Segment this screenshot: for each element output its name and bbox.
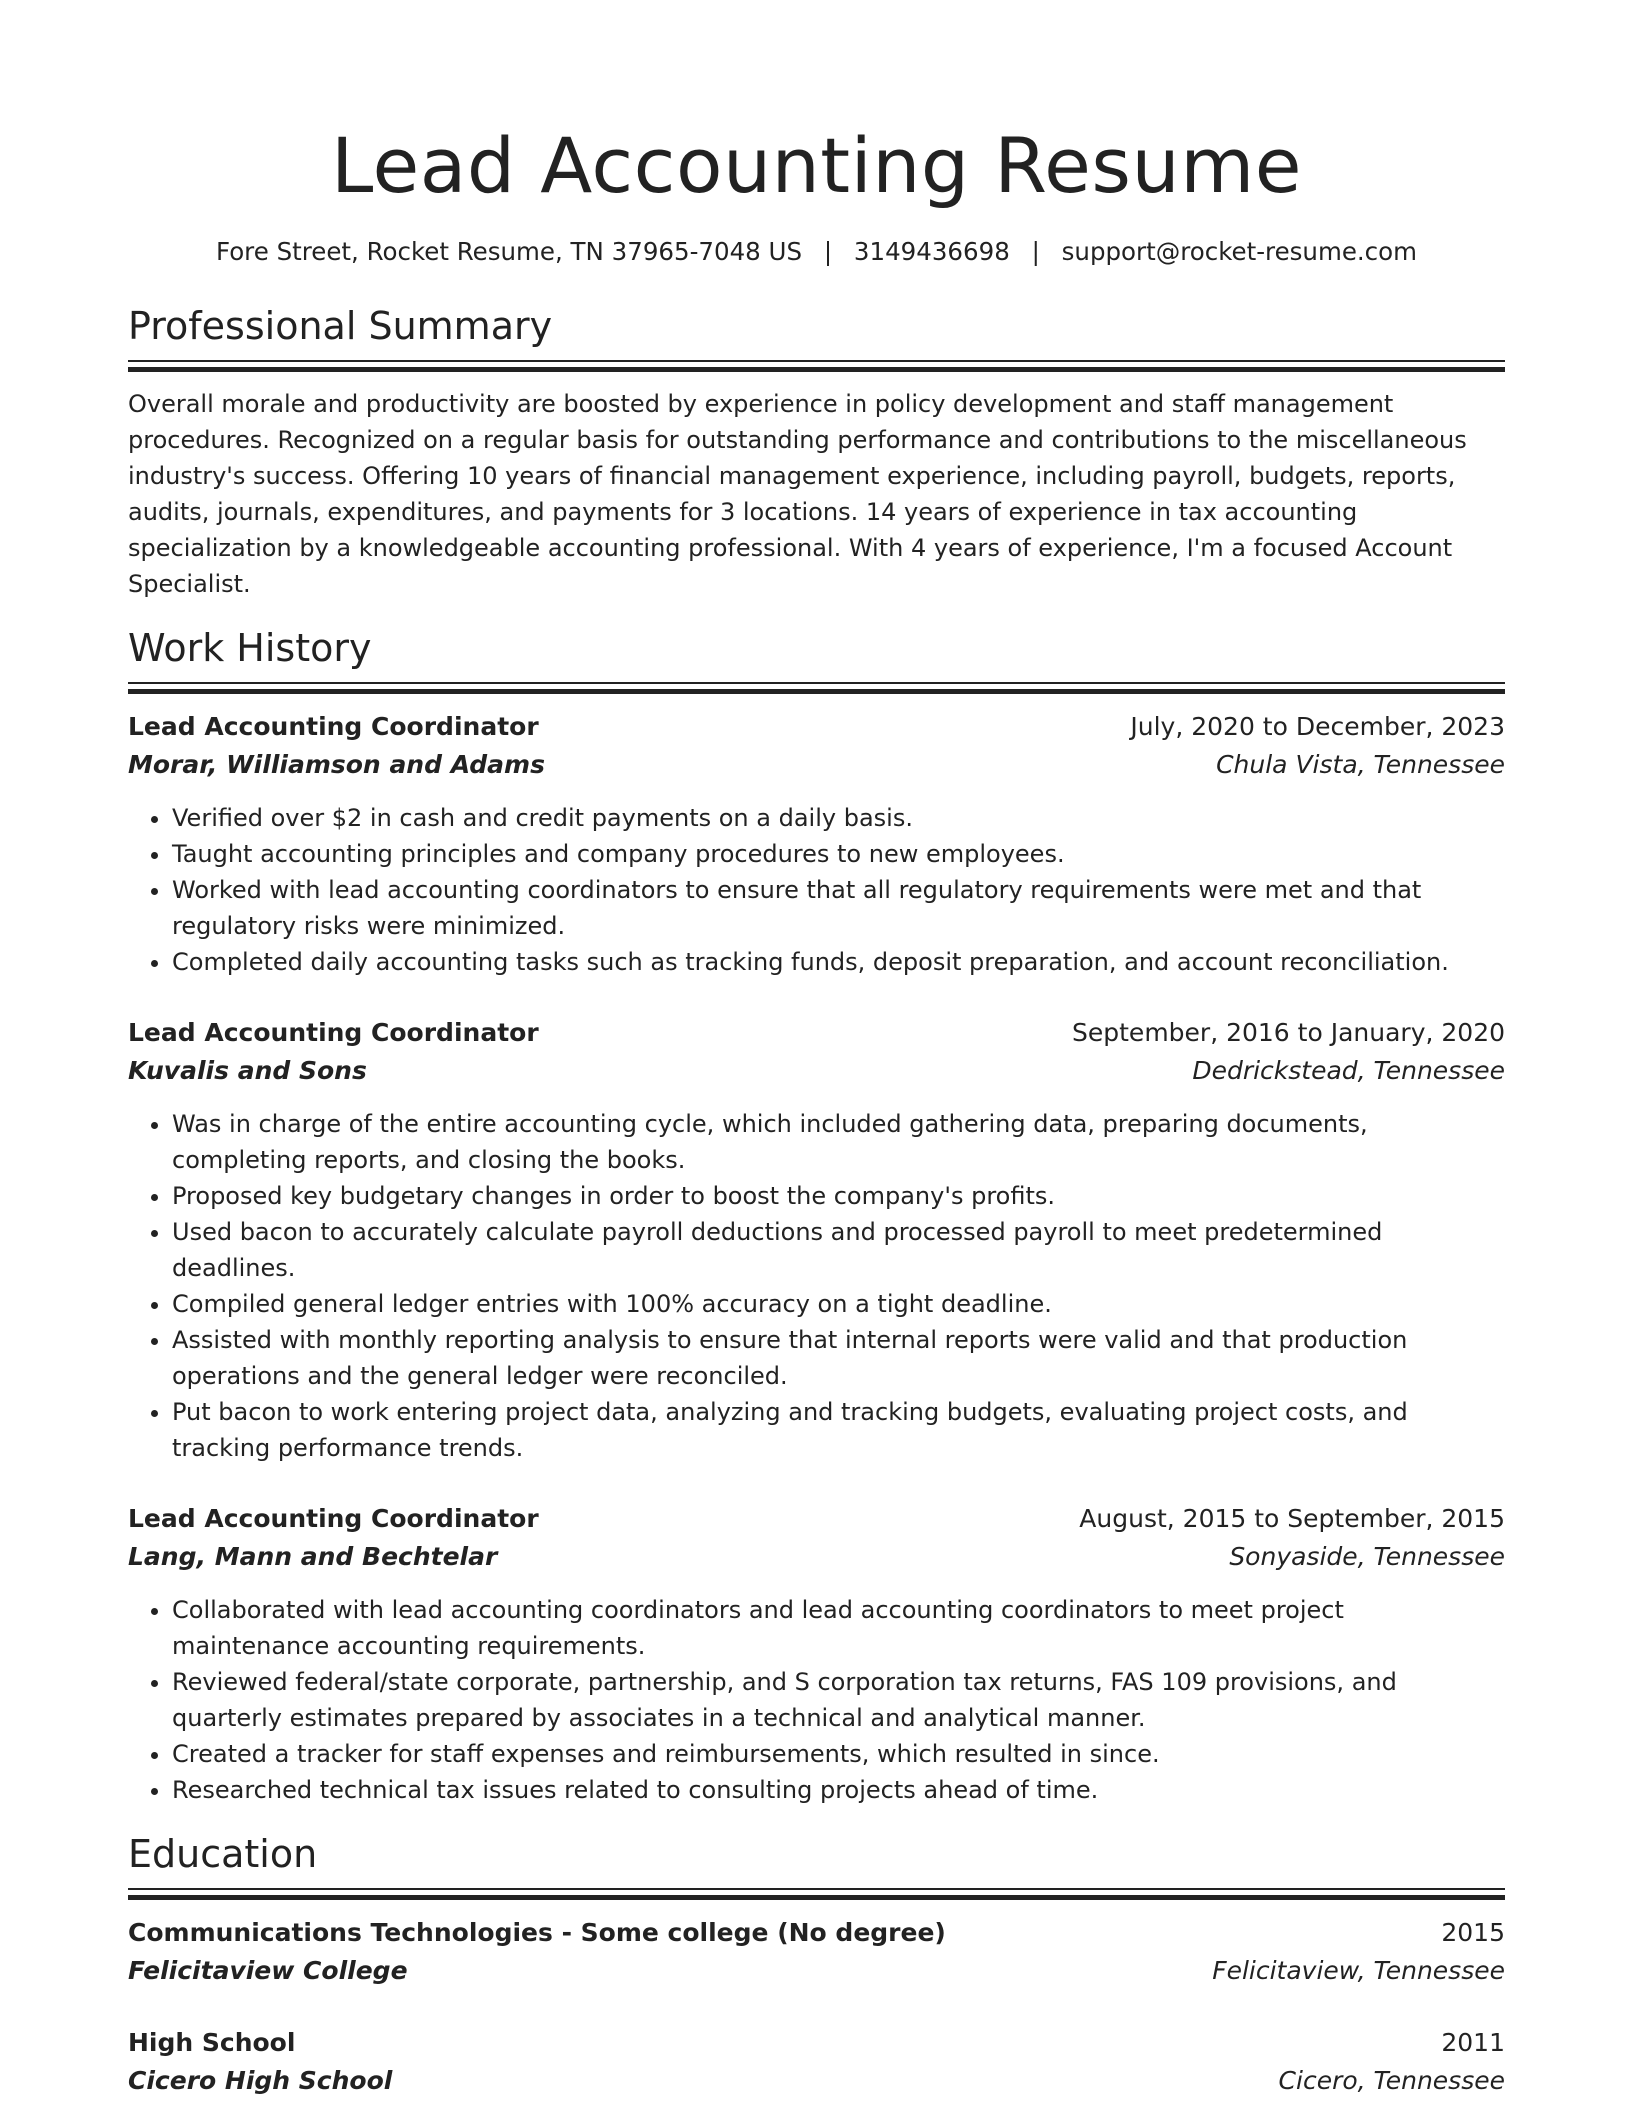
education-degree: High School xyxy=(128,2028,296,2057)
contact-separator: | xyxy=(823,237,833,266)
job-dates: July, 2020 to December, 2023 xyxy=(1130,712,1505,741)
section-divider xyxy=(128,1888,1505,1900)
education-section xyxy=(128,1830,1505,2100)
job-title: Lead Accounting Coordinator xyxy=(128,712,539,741)
contact-separator: | xyxy=(1031,237,1040,266)
contact-line xyxy=(128,236,1505,268)
job-bullets xyxy=(128,1106,1505,1466)
job-dates: September, 2016 to January, 2020 xyxy=(1072,1018,1505,1047)
summary-section xyxy=(128,302,1505,602)
job-bullet: • Used bacon to accurately calculate payroll deductions and processed payroll to meet predetermined deadlines. xyxy=(172,1214,1505,1286)
job-entry xyxy=(128,1014,1505,1466)
resume-title: Lead Accounting Resume xyxy=(331,121,1302,210)
job-bullet: • Taught accounting principles and company procedures to new employees. xyxy=(172,836,1505,872)
job-location: Sonyaside, Tennessee xyxy=(1229,1542,1505,1571)
contact-phone: 3149436698 xyxy=(853,237,1010,266)
job-bullet: • Assisted with monthly reporting analysis to ensure that internal reports were valid and that production operations and the general ledger were reconciled. xyxy=(172,1322,1505,1394)
section-divider xyxy=(128,682,1505,694)
job-entry xyxy=(128,1500,1505,1808)
education-school: Felicitaview College xyxy=(128,1956,408,1985)
job-bullet: • Researched technical tax issues related to consulting projects ahead of time. xyxy=(172,1772,1505,1808)
section-title-work-history: Work History xyxy=(128,626,372,670)
job-bullet: • Reviewed federal/state corporate, partnership, and S corporation tax returns, FAS 109 provisions, and quarterly estimates prepared by associates in a technical and analytical manner. xyxy=(172,1664,1505,1736)
job-bullet: • Collaborated with lead accounting coordinators and lead accounting coordinators to meet project maintenance accounting requirements. xyxy=(172,1592,1505,1664)
education-location: Felicitaview, Tennessee xyxy=(1212,1956,1505,1985)
education-location: Cicero, Tennessee xyxy=(1278,2066,1505,2095)
education-year: 2011 xyxy=(1441,2028,1505,2057)
job-bullet: • Proposed key budgetary changes in order to boost the company's profits. xyxy=(172,1178,1505,1214)
job-company: Lang, Mann and Bechtelar xyxy=(128,1542,498,1571)
education-year: 2015 xyxy=(1441,1918,1505,1947)
contact-address: Fore Street, Rocket Resume, TN 37965-7048 US xyxy=(215,237,803,266)
job-title: Lead Accounting Coordinator xyxy=(128,1018,539,1047)
contact-email: support@rocket-resume.com xyxy=(1061,237,1418,266)
education-school: Cicero High School xyxy=(128,2066,393,2095)
section-title-summary: Professional Summary xyxy=(128,304,553,348)
job-title: Lead Accounting Coordinator xyxy=(128,1504,539,1533)
job-company: Morar, Williamson and Adams xyxy=(128,750,545,779)
job-bullet: • Completed daily accounting tasks such as tracking funds, deposit preparation, and account reconciliation. xyxy=(172,944,1505,980)
job-location: Dedrickstead, Tennessee xyxy=(1192,1056,1505,1085)
summary-text: Overall morale and productivity are boosted by experience in policy development and staff management procedures. Recognized on a regular basis for outstanding performance and contributions to the miscellaneous industry's success. Offering 10 years of financial management experience, including payroll, budgets, reports, audits, journals, expenditures, and payments for 3 locations. 14 years of experience in tax accounting specialization by a knowledgeable accounting professional. With 4 years of experience, I'm a focused Account Specialist. xyxy=(128,390,1467,598)
education-entry xyxy=(128,2024,1505,2100)
job-entry xyxy=(128,708,1505,980)
job-dates: August, 2015 to September, 2015 xyxy=(1079,1504,1505,1533)
job-bullet: • Created a tracker for staff expenses and reimbursements, which resulted in since. xyxy=(172,1736,1505,1772)
work-history-section xyxy=(128,624,1505,1808)
section-title-education: Education xyxy=(128,1832,318,1876)
job-bullet: • Compiled general ledger entries with 100% accuracy on a tight deadline. xyxy=(172,1286,1505,1322)
job-bullet: • Put bacon to work entering project data, analyzing and tracking budgets, evaluating project costs, and tracking performance trends. xyxy=(172,1394,1505,1466)
education-entry xyxy=(128,1914,1505,1990)
job-bullets xyxy=(128,1592,1505,1808)
job-bullet: • Worked with lead accounting coordinators to ensure that all regulatory requirements were met and that regulatory risks were minimized. xyxy=(172,872,1505,944)
job-location: Chula Vista, Tennessee xyxy=(1216,750,1505,779)
job-bullet: • Verified over $2 in cash and credit payments on a daily basis. xyxy=(172,800,1505,836)
job-bullets xyxy=(128,800,1505,980)
job-bullet: • Was in charge of the entire accounting cycle, which included gathering data, preparing documents, completing reports, and closing the books. xyxy=(172,1106,1505,1178)
education-degree: Communications Technologies - Some college (No degree) xyxy=(128,1918,946,1947)
section-divider xyxy=(128,360,1505,372)
job-company: Kuvalis and Sons xyxy=(128,1056,367,1085)
